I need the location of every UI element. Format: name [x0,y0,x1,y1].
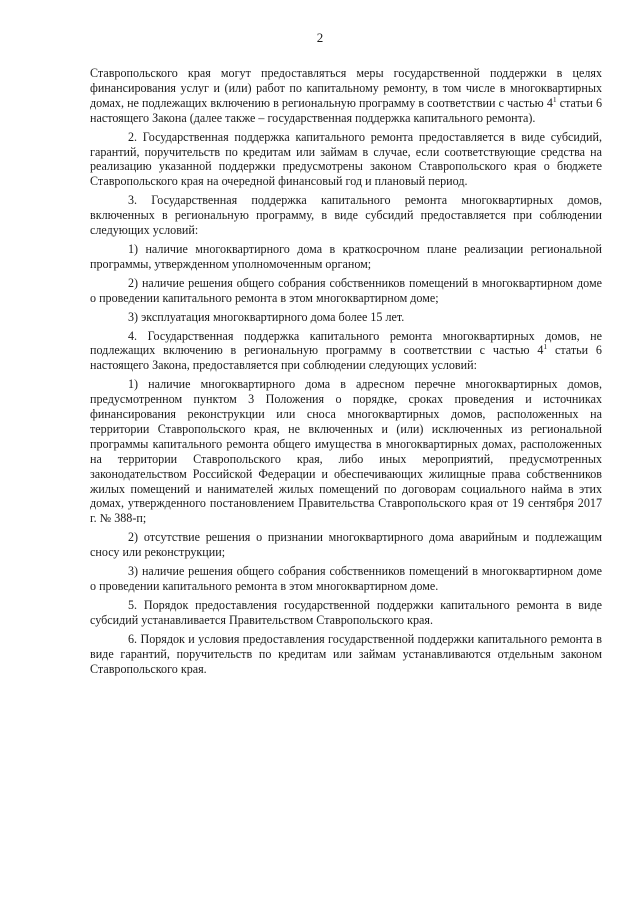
paragraph-5: 5. Порядок предоставления государственной поддержки капитального ремонта в виде субсидий устанавливается Правительством Ставропольского края. [90,597,602,627]
paragraph-4-item-3: 3) наличие решения общего собрания собственников помещений в многоквартирном доме о проведении капитального ремонта в этом многоквартирном доме. [90,564,602,593]
superscript: 1 [543,342,548,352]
paragraph-1-continuation [90,66,602,126]
paragraph-3-item-2: 2) наличие решения общего собрания собственников помещений в многоквартирном доме о проведении капитального ремонта в этом многоквартирном доме; [90,275,602,305]
paragraph-3: 3. Государственная поддержка капитального ремонта многоквартирных домов, включенных в региональную программу, в виде субсидий предоставляется при соблюдении следующих условий: [90,193,602,238]
superscript: 1 [552,94,557,104]
paragraph-6: 6. Порядок и условия предоставления государственной поддержки капитального ремонта в виде гарантий, поручительств по кредитам или займам устанавливаются отдельным законом Ставропольского края. [90,631,602,676]
paragraph-text: статьи 6 настоящего Закона, предоставляется при соблюдении следующих условий: [90,343,602,373]
paragraph-4-item-2: 2) отсутствие решения о признании многоквартирного дома аварийным и подлежащим сносу или реконструкции; [90,530,602,560]
paragraph-2: 2. Государственная поддержка капитального ремонта предоставляется в виде субсидий, гарантий, поручительств по кредитам или займам в случае, если соответствующие средства на реализацию указанной поддержки предусмотрены законом Ставропольского края о бюджете Ставропольского края на очередной финансовый год и плановый период. [90,129,602,189]
paragraph-3-item-1: 1) наличие многоквартирного дома в краткосрочном плане реализации региональной программы, утвержденном уполномоченным органом; [90,241,602,271]
paragraph-text: Ставропольского края могут предоставляться меры государственной поддержки в целях финансирования услуг и (или) работ по капитальному ремонту, в том числе в многоквартирных домах, не подлежащих включению в региональную программу в соответствии с частью 4 [90,66,602,110]
page-number: 2 [316,30,324,45]
paragraph-4-item-1: 1) наличие многоквартирного дома в адресном перечне многоквартирных домов, предусмотренном пунктом 3 Положения о порядке, сроках проведения и источниках финансирования реконструкции или сноса многоквартирных домов, расположенных на территории Ставропольского края, не включенных и (или) исключенных из региональной программы капитального ремонта общего имущества в многоквартирных домах, расположенных на территории Ставропольского края, либо иных мероприятий, предусмотренных законодательством Российской Федерации и обеспечивающих жилищные права собственников жилых помещений и нанимателей жилых помещений по договорам социального найма в этих домах, утвержденного постановлением Правительства Ставропольского края от 19 сентября 2017 г. № 388-п; [90,377,602,526]
document-body [90,66,602,676]
paragraph-3-item-3: 3) эксплуатация многоквартирного дома более 15 лет. [128,309,405,324]
paragraph-text: статьи 6 настоящего Закона (далее также – государственная поддержка капитального ремонта). [90,95,602,125]
paragraph-4 [90,329,602,374]
paragraph-text: 4. Государственная поддержка капитального ремонта многоквартирных домов, не подлежащих включению в региональную программу в соответствии с частью 4 [90,328,602,358]
